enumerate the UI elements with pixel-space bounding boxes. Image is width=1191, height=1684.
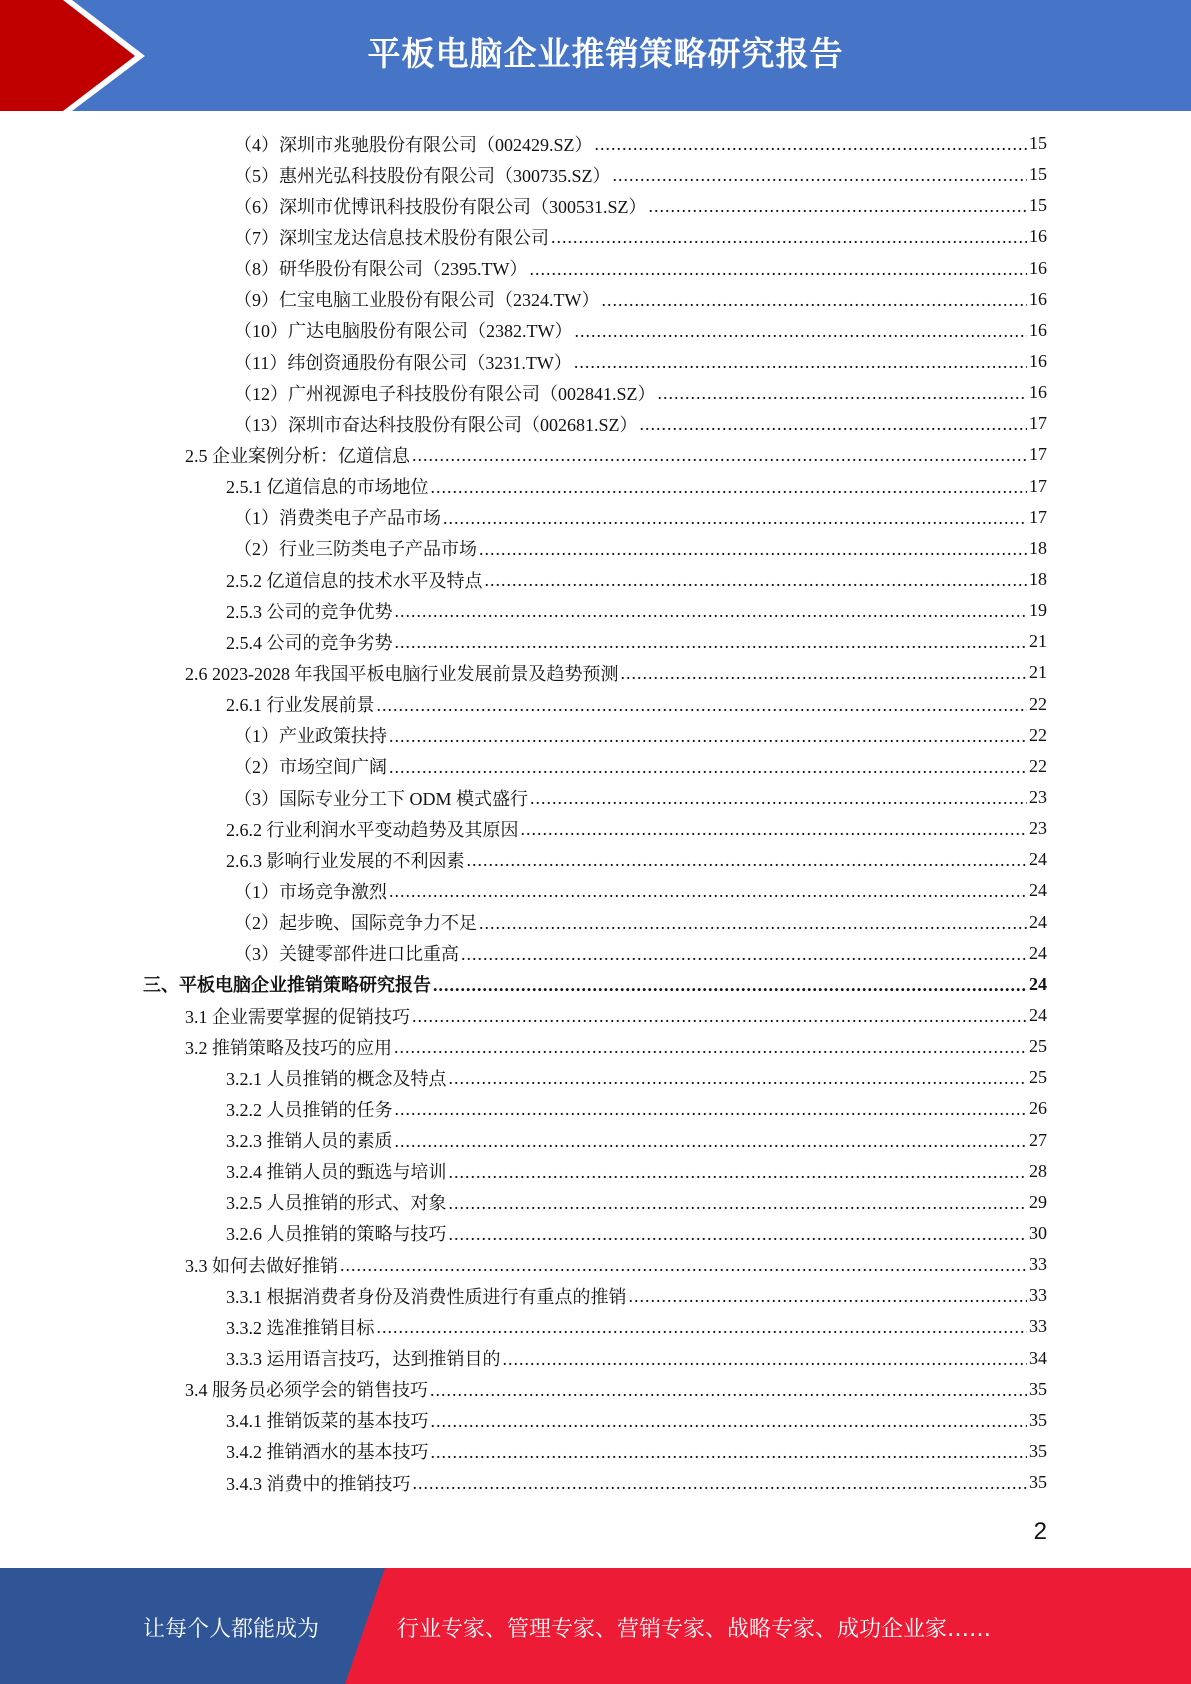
dot-leader [551, 227, 1027, 248]
dot-leader [613, 165, 1027, 186]
toc-entry[interactable] [0, 689, 1191, 720]
page-footer [0, 1568, 1191, 1684]
page-number: 2 [1033, 1518, 1047, 1545]
toc-entry-title: 2.6 2023-2028 年我国平板电脑行业发展前景及趋势预测 [185, 663, 619, 684]
toc-entry-title: 3.4.2 推销酒水的基本技巧 [226, 1442, 429, 1463]
dot-leader [601, 290, 1027, 311]
toc-entry-page: 24 [1029, 849, 1047, 870]
toc-entry[interactable] [0, 1125, 1191, 1156]
toc-entry[interactable] [0, 284, 1191, 315]
toc-entry[interactable] [0, 564, 1191, 595]
toc-entry[interactable] [0, 720, 1191, 751]
toc-entry-page: 27 [1029, 1129, 1047, 1150]
toc-entry-page: 17 [1029, 506, 1047, 527]
dot-leader [449, 1162, 1028, 1183]
toc-entry-title: 2.5.4 公司的竞争劣势 [226, 632, 393, 653]
toc-entry[interactable] [0, 751, 1191, 782]
toc-entry-page: 16 [1029, 226, 1047, 247]
toc-entry-title: 2.5.2 亿道信息的技术水平及特点 [226, 570, 483, 591]
toc-entry[interactable] [0, 1156, 1191, 1187]
toc-entry-page: 24 [1029, 942, 1047, 963]
toc-entry-title: （2）市场空间广阔 [234, 757, 387, 778]
dot-leader [649, 196, 1027, 217]
toc-entry-title: （8）研华股份有限公司（2395.TW） [234, 259, 528, 280]
toc-entry-title: 2.6.1 行业发展前景 [226, 695, 375, 716]
toc-entry-title: 3.2.3 推销人员的素质 [226, 1131, 393, 1152]
page-header [0, 0, 1191, 111]
toc-entry-page: 25 [1029, 1036, 1047, 1057]
toc-entry-title: （1）市场竞争激烈 [234, 881, 387, 902]
toc-entry[interactable] [0, 595, 1191, 626]
toc-entry-page: 28 [1029, 1160, 1047, 1181]
toc-entry[interactable] [0, 813, 1191, 844]
toc-entry[interactable] [0, 1436, 1191, 1467]
toc-entry-title: 3.3.2 选准推销目标 [226, 1317, 375, 1338]
toc-entry-page: 30 [1029, 1222, 1047, 1243]
toc-entry[interactable] [0, 315, 1191, 346]
dot-leader [431, 1442, 1028, 1463]
toc-entry[interactable] [0, 408, 1191, 439]
toc-entry-page: 35 [1029, 1472, 1047, 1493]
toc-entry-page: 35 [1029, 1409, 1047, 1430]
toc-entry-page: 16 [1029, 257, 1047, 278]
dot-leader [389, 881, 1027, 902]
toc-entry[interactable] [0, 221, 1191, 252]
toc-entry-page: 24 [1029, 911, 1047, 932]
toc-entry[interactable] [0, 1249, 1191, 1280]
dot-leader [449, 1068, 1028, 1089]
toc-entry[interactable] [0, 1093, 1191, 1124]
toc-entry-page: 15 [1029, 195, 1047, 216]
toc-entry-title: 2.5 企业案例分析：亿道信息 [185, 445, 410, 466]
toc-entry-page: 16 [1029, 351, 1047, 372]
toc-entry[interactable] [0, 1342, 1191, 1373]
toc-entry[interactable] [0, 190, 1191, 221]
dot-leader [389, 757, 1027, 778]
toc-entry-page: 15 [1029, 164, 1047, 185]
toc-entry-title: 3.2.4 推销人员的甄选与培训 [226, 1162, 447, 1183]
toc-entry-page: 25 [1029, 1067, 1047, 1088]
toc-entry-title: 3.3.1 根据消费者身份及消费性质进行有重点的推销 [226, 1286, 627, 1307]
table-of-contents [0, 128, 1191, 1498]
toc-entry-title: 3.4 服务员必须学会的销售技巧 [185, 1380, 428, 1401]
toc-entry-page: 35 [1029, 1440, 1047, 1461]
toc-entry-title: 3.3 如何去做好推销 [185, 1255, 338, 1276]
dot-leader [621, 663, 1028, 684]
toc-entry-page: 26 [1029, 1098, 1047, 1119]
toc-entry-page: 24 [1029, 880, 1047, 901]
toc-entry-page: 23 [1029, 787, 1047, 808]
toc-entry[interactable] [0, 253, 1191, 284]
toc-entry-title: （2）行业三防类电子产品市场 [234, 539, 477, 560]
toc-entry-title: 三、平板电脑企业推销策略研究报告 [143, 975, 431, 996]
footer-slogan-left: 让每个人都能成为 [143, 1617, 320, 1642]
toc-entry-title: （6）深圳市优博讯科技股份有限公司（300531.SZ） [234, 196, 647, 217]
toc-entry[interactable] [0, 346, 1191, 377]
toc-entry-page: 17 [1029, 413, 1047, 434]
dot-leader [443, 508, 1027, 529]
dot-leader [394, 1037, 1027, 1058]
dot-leader [431, 1411, 1028, 1432]
dot-leader [389, 726, 1027, 747]
dot-leader [574, 321, 1027, 342]
toc-entry-page: 21 [1029, 631, 1047, 652]
toc-entry[interactable] [0, 657, 1191, 688]
toc-entry[interactable] [0, 1467, 1191, 1498]
dot-leader [521, 819, 1028, 840]
dot-leader [395, 601, 1028, 622]
toc-entry-title: 3.2.2 人员推销的任务 [226, 1099, 393, 1120]
toc-entry[interactable] [0, 626, 1191, 657]
toc-entry-page: 33 [1029, 1316, 1047, 1337]
toc-entry-title: （2）起步晚、国际竞争力不足 [234, 913, 477, 934]
toc-entry-page: 22 [1029, 693, 1047, 714]
toc-entry[interactable] [0, 1280, 1191, 1311]
toc-entry-title: （4）深圳市兆驰股份有限公司（002429.SZ） [234, 134, 593, 155]
toc-entry-title: （9）仁宝电脑工业股份有限公司（2324.TW） [234, 290, 600, 311]
document-title: 平板电脑企业推销策略研究报告 [367, 34, 844, 73]
toc-entry-title: （13）深圳市奋达科技股份有限公司（002681.SZ） [234, 414, 638, 435]
toc-entry-title: （1）消费类电子产品市场 [234, 508, 441, 529]
toc-entry-title: （11）纬创资通股份有限公司（3231.TW） [234, 352, 572, 373]
dot-leader [479, 539, 1027, 560]
dot-leader [529, 259, 1027, 280]
toc-entry[interactable] [0, 1311, 1191, 1342]
toc-entry-page: 24 [1029, 973, 1047, 994]
toc-entry[interactable] [0, 1187, 1191, 1218]
dot-leader [377, 695, 1028, 716]
toc-entry-page: 23 [1029, 818, 1047, 839]
toc-entry-title: 3.4.1 推销饭菜的基本技巧 [226, 1411, 429, 1432]
dot-leader [640, 414, 1027, 435]
toc-entry-page: 22 [1029, 755, 1047, 776]
toc-entry-page: 33 [1029, 1254, 1047, 1275]
dot-leader [431, 477, 1028, 498]
toc-entry-title: 2.6.2 行业利润水平变动趋势及其原因 [226, 819, 519, 840]
toc-entry-page: 33 [1029, 1285, 1047, 1306]
toc-entry[interactable] [0, 1062, 1191, 1093]
toc-entry-title: 3.2 推销策略及技巧的应用 [185, 1037, 392, 1058]
toc-entry[interactable] [0, 1374, 1191, 1405]
toc-entry[interactable] [0, 1218, 1191, 1249]
toc-entry-title: 3.4.3 消费中的推销技巧 [226, 1473, 411, 1494]
toc-entry-title: （3）国际专业分工下 ODM 模式盛行 [234, 788, 529, 809]
toc-entry-title: （1）产业政策扶持 [234, 726, 387, 747]
dot-leader [433, 975, 1027, 996]
toc-entry-title: 2.5.1 亿道信息的市场地位 [226, 477, 429, 498]
toc-entry[interactable] [0, 533, 1191, 564]
dot-leader [395, 632, 1028, 653]
toc-entry-title: 3.2.5 人员推销的形式、对象 [226, 1193, 447, 1214]
toc-entry[interactable] [0, 471, 1191, 502]
toc-entry[interactable] [0, 969, 1191, 1000]
dot-leader [449, 1224, 1028, 1245]
toc-entry[interactable] [0, 1405, 1191, 1436]
dot-leader [467, 850, 1028, 871]
toc-entry-page: 18 [1029, 569, 1047, 590]
dot-leader [395, 1131, 1028, 1152]
toc-entry[interactable] [0, 377, 1191, 408]
toc-entry[interactable] [0, 875, 1191, 906]
toc-entry-title: 2.5.3 公司的竞争优势 [226, 601, 393, 622]
toc-entry[interactable] [0, 782, 1191, 813]
footer-slogan-right: 行业专家、管理专家、营销专家、战略专家、成功企业家…… [397, 1617, 992, 1642]
toc-entry-title: 3.2.6 人员推销的策略与技巧 [226, 1224, 447, 1245]
toc-entry-page: 16 [1029, 382, 1047, 403]
dot-leader [413, 1473, 1028, 1494]
toc-entry[interactable] [0, 502, 1191, 533]
toc-entry-page: 34 [1029, 1347, 1047, 1368]
toc-entry[interactable] [0, 128, 1191, 159]
toc-entry-page: 18 [1029, 537, 1047, 558]
toc-entry[interactable] [0, 1000, 1191, 1031]
toc-entry-page: 15 [1029, 133, 1047, 154]
toc-entry-page: 35 [1029, 1378, 1047, 1399]
dot-leader [395, 1099, 1028, 1120]
toc-entry-title: 3.2.1 人员推销的概念及特点 [226, 1068, 447, 1089]
toc-entry-page: 24 [1029, 1005, 1047, 1025]
dot-leader [503, 1349, 1028, 1370]
toc-entry-page: 16 [1029, 288, 1047, 309]
toc-entry-page: 16 [1029, 319, 1047, 340]
toc-entry[interactable] [0, 938, 1191, 969]
dot-leader [449, 1193, 1028, 1214]
dot-leader [629, 1286, 1028, 1307]
dot-leader [595, 134, 1027, 155]
dot-leader [377, 1317, 1028, 1338]
toc-entry-page: 22 [1029, 724, 1047, 745]
toc-entry[interactable] [0, 1031, 1191, 1062]
toc-entry[interactable] [0, 844, 1191, 875]
toc-entry-title: 3.3.3 运用语言技巧，达到推销目的 [226, 1349, 501, 1370]
toc-entry-title: （7）深圳宝龙达信息技术股份有限公司 [234, 227, 549, 248]
toc-entry[interactable] [0, 439, 1191, 470]
toc-entry-title: 3.1 企业需要掌握的促销技巧 [185, 1006, 410, 1027]
dot-leader [479, 913, 1027, 934]
toc-entry-title: （5）惠州光弘科技股份有限公司（300735.SZ） [234, 165, 611, 186]
dot-leader [412, 1006, 1027, 1027]
toc-entry-page: 17 [1029, 475, 1047, 496]
toc-entry-page: 19 [1029, 600, 1047, 621]
toc-entry-page: 29 [1029, 1191, 1047, 1212]
dot-leader [461, 944, 1027, 965]
dot-leader [485, 570, 1028, 591]
toc-entry-title: 2.6.3 影响行业发展的不利因素 [226, 850, 465, 871]
toc-entry-title: （3）关键零部件进口比重高 [234, 944, 459, 965]
toc-entry-title: （10）广达电脑股份有限公司（2382.TW） [234, 321, 573, 342]
dot-leader [412, 445, 1027, 466]
dot-leader [658, 383, 1027, 404]
toc-entry-page: 17 [1029, 444, 1047, 465]
dot-leader [430, 1380, 1027, 1401]
toc-entry-page: 21 [1029, 662, 1047, 683]
toc-entry-title: （12）广州视源电子科技股份有限公司（002841.SZ） [234, 383, 656, 404]
dot-leader [340, 1255, 1027, 1276]
dot-leader [530, 788, 1027, 809]
toc-entry[interactable] [0, 159, 1191, 190]
dot-leader [574, 352, 1027, 373]
toc-entry[interactable] [0, 907, 1191, 938]
